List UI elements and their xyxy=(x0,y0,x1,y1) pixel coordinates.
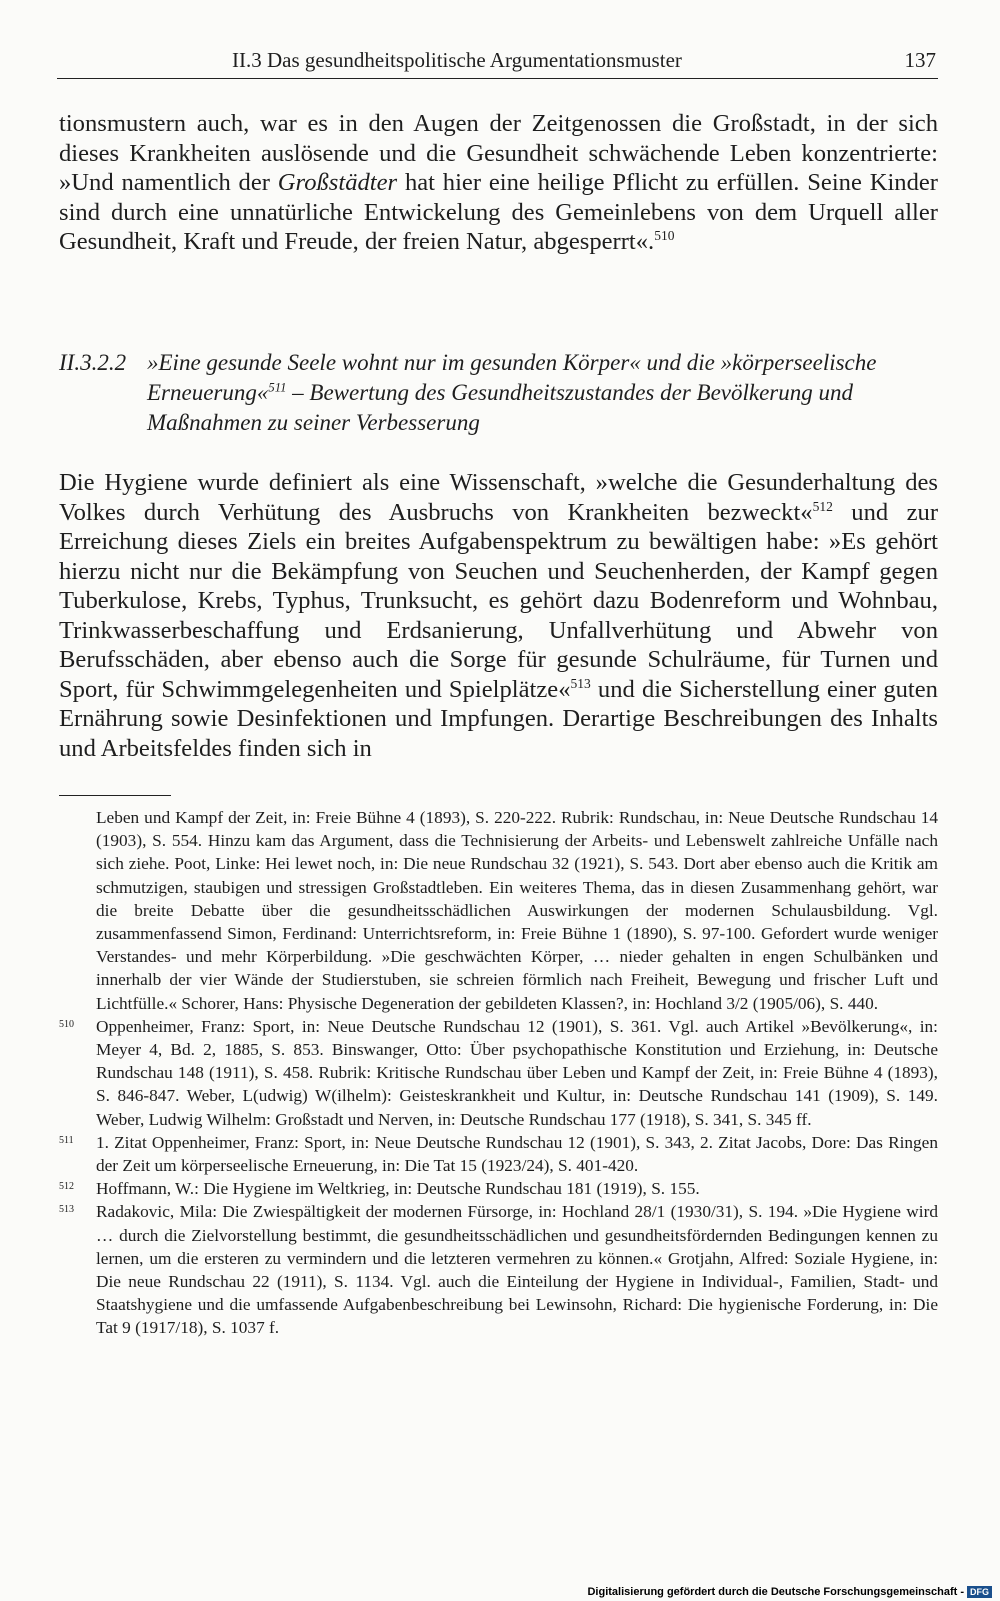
footnote-510 xyxy=(59,1015,938,1131)
footnote-511 xyxy=(59,1131,938,1177)
footnote-ref-513[interactable]: 513 xyxy=(570,675,591,691)
para2-text-c: und die Sicherstellung einer guten Ernährung sowie Desinfektionen und Impfungen. Derartige Beschreibungen des Inhalts und Arbeitsfeldes finden sich in xyxy=(59,675,938,762)
footnote-text: 1. Zitat Oppenheimer, Franz: Sport, in: Neue Deutsche Rundschau 12 (1901), S. 343, 2. Zitat Jacobs, Dore: Das Ringen der Zeit um körperseelische Erneuerung, in: Die Tat 15 (1923/24), S. 401-420. xyxy=(96,1132,938,1176)
paragraph-2 xyxy=(59,468,938,763)
page-number: 137 xyxy=(904,48,936,72)
section-heading xyxy=(59,348,938,438)
footnote-mark: 510 xyxy=(59,1018,74,1030)
section-title-a: »Eine gesunde Seele wohnt nur im gesunden Körper« und die »körperseelische Erneuerung« xyxy=(147,350,877,405)
footnote-mark: 512 xyxy=(59,1181,74,1193)
paragraph-1 xyxy=(59,109,938,257)
footnote-continued xyxy=(59,806,938,1015)
section-title-b: – Bewertung des Gesundheitszustandes der Bevölkerung und Maßnahmen zu seiner Verbesserung xyxy=(147,380,854,435)
running-header xyxy=(57,46,938,79)
footnote-ref-511[interactable]: 511 xyxy=(268,380,287,395)
footnote-text: Hoffmann, W.: Die Hygiene im Weltkrieg, in: Deutsche Rundschau 181 (1919), S. 155. xyxy=(96,1179,700,1199)
footnote-mark: 511 xyxy=(59,1134,74,1146)
running-title: II.3 Das gesundheitspolitische Argumentationsmuster xyxy=(232,48,682,72)
para1-text-a: tionsmustern auch, war es in den Augen der Zeitgenossen die Großstadt, in der sich dieses Krankheiten auslösende und die Gesundheit schwächende Leben konzentrierte: »Und namentlich der xyxy=(59,110,938,196)
digitization-stamp xyxy=(587,1586,992,1598)
footnote-ref-510[interactable]: 510 xyxy=(654,227,675,243)
footnote-text: Oppenheimer, Franz: Sport, in: Neue Deutsche Rundschau 12 (1901), S. 361. Vgl. auch Artikel »Bevölkerung«, in: Meyer 4, Bd. 2, 1885, S. 853. Binswanger, Otto: Über psychopathische Konstitution und Erziehung, in: Deutsche Rundschau 148 (1911), S. 458. Rubrik: Kritische Rundschau über Leben und Kampf der Zeit, in: Freie Bühne 4 (1893), S. 846-847. Weber, L(udwig) W(ilhelm): Geisteskrankheit und Kultur, in: Deutsche Rundschau 141 (1909), S. 149. Weber, Ludwig Wilhelm: Großstadt und Nerven, in: Deutsche Rundschau 177 (1918), S. 341, S. 345 ff. xyxy=(96,1016,938,1129)
footnote-divider xyxy=(59,795,171,796)
para1-text-b: hat hier eine heilige Pflicht zu erfüllen. Seine Kinder sind durch eine unnatürliche Entwickelung des Gemeinlebens von dem Urquell aller Gesundheit, Kraft und Freude, der freien Natur, abgesperrt«. xyxy=(59,169,938,255)
footnote-513 xyxy=(59,1200,938,1339)
footnote-ref-512[interactable]: 512 xyxy=(812,498,833,514)
footnote-text: Radakovic, Mila: Die Zwiespältigkeit der modernen Fürsorge, in: Hochland 28/1 (1930/31), S. 194. »Die Hygiene wird … durch die Zielvorstellung bestimmt, die gesundheitsschädlichen und gesundheitsfördernden Bedingungen kennen zu lernen, um die ersteren zu vermindern und die letzteren vermehren zu können.« Grotjahn, Alfred: Soziale Hygiene, in: Die neue Rundschau 22 (1911), S. 1134. Vgl. auch die Einteilung der Hygiene in Individual-, Familien, Stadt- und Staatshygiene und die umfassende Aufgabenbeschreibung bei Lewinsohn, Richard: Die hygienische Forderung, in: Die Tat 9 (1917/18), S. 1037 f. xyxy=(96,1202,938,1338)
dfg-logo: DFG xyxy=(967,1586,992,1598)
stamp-text: Digitalisierung gefördert durch die Deutsche Forschungsgemeinschaft - xyxy=(587,1586,964,1598)
footnotes xyxy=(59,806,938,1340)
section-title xyxy=(147,348,938,438)
footnote-mark: 513 xyxy=(59,1204,74,1216)
para2-text-b: und zur Erreichung dieses Ziels ein breites Aufgabenspektrum zu bewältigen habe: »Es gehört hierzu nicht nur die Bekämpfung von Seuchen und Seuchenherden, der Kampf gegen Tuberkulose, Krebs, Typhus, Trunksucht, es gehört dazu Bodenreform und Wohnbau, Trinkwasserbeschaffung und Erdsanierung, Unfallverhütung und Abwehr von Berufsschäden, aber ebenso auch die Sorge für gesunde Schulräume, für Turnen und Sport, für Schwimmgelegenheiten und Spielplätze« xyxy=(59,498,939,703)
para2-text-a: Die Hygiene wurde definiert als eine Wissenschaft, »welche die Gesunderhaltung des Volkes durch Verhütung des Ausbruchs von Krankheiten bezweckt« xyxy=(59,469,938,526)
section-number: II.3.2.2 xyxy=(59,350,127,375)
footnote-continued-text: Leben und Kampf der Zeit, in: Freie Bühne 4 (1893), S. 220-222. Rubrik: Rundschau, in: Neue Deutsche Rundschau 14 (1903), S. 554. Hinzu kam das Argument, dass die Technisierung der Arbeits- und Lebenswelt zahlreiche Unfälle nach sich ziehe. Poot, Linke: Hei lewet noch, in: Die neue Rundschau 32 (1921), S. 543. Dort aber ebenso auch die Kritik am schmutzigen, staubigen und stressigen Großstadtleben. Ein weiteres Thema, das in diesen Zusammenhang gehört, war die breite Debatte über die gesundheitsschädlichen Auswirkungen der modernen Schulausbildung. Vgl. zusammenfassend Simon, Ferdinand: Unterrichtsreform, in: Freie Bühne 1 (1890), S. 97-100. Gefordert wurde weniger Verstandes- und mehr Körperbildung. »Die geschwächten Körper, … nieder gehalten in engen Schulbänken und innerhalb der vier Wände der Studierstuben, sie schreien förmlich nach Freiheit, Bewegung und frischer Luft und Lichtfülle.« Schorer, Hans: Physische Degeneration der gebildeten Klassen?, in: Hochland 3/2 (1905/06), S. 440. xyxy=(96,808,938,1013)
para1-emphasis: Großstädter xyxy=(277,169,398,196)
footnote-512 xyxy=(59,1177,938,1200)
